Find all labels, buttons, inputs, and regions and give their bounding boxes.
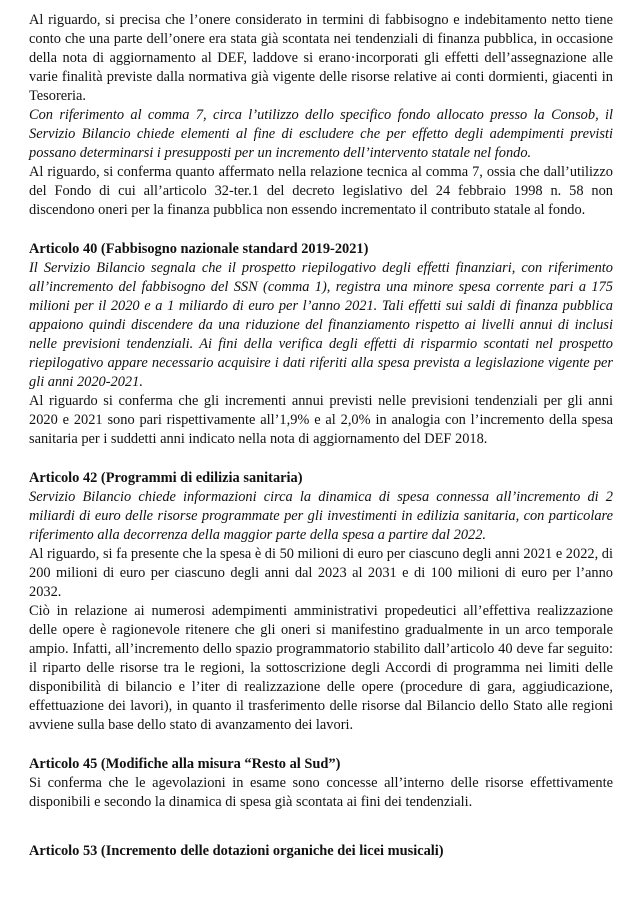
- paragraph-consob-answer: Al riguardo, si conferma quanto affermato nella relazione tecnica al comma 7, ossia che dall’utilizzo del Fondo di cui all’articolo 32-ter.1 del decreto legislativo del 24 febbraio 1998 n. 58 non discendono oneri per la finanza pubblica non essendo incrementato il contributo statale al fondo.: [29, 164, 613, 218]
- paragraph-art42-question: Servizio Bilancio chiede informazioni circa la dinamica di spesa connessa all’incremento di 2 miliardi di euro delle risorse programmate per gli investimenti in edilizia sanitaria, con particolare riferimento alla decorrenza della maggior parte della spesa a partire dal 2022.: [29, 489, 613, 543]
- paragraph-art40-answer: Al riguardo si conferma che gli incrementi annui previsti nelle previsioni tendenziali per gli anni 2020 e 2021 sono pari rispettivamente all’1,9% e al 2,0% in analogia con l’incremento della spesa sanitaria per i suddetti anni indicato nella nota di aggiornamento del DEF 2018.: [29, 393, 613, 447]
- spacer: [29, 449, 613, 469]
- spacer: [29, 735, 613, 755]
- paragraph-art40-question: Il Servizio Bilancio segnala che il prospetto riepilogativo degli effetti finanziari, con riferimento all’incremento del fabbisogno del SSN (comma 1), registra una minore spesa corrente pari a 175 milioni per il 2020 e a 1 miliardo di euro per l’anno 2021. Tali effetti sui saldi di finanza pubblica appaiono quindi discendere da una riduzione del finanziamento rispetto ai livelli annui di inclusi nelle previsioni tendenziali. Ai fini della verifica degli effetti di risparmio scontati nel prospetto riepilogativo appare necessario acquisire i dati riferiti alla spesa prevista a legislazione vigente per gli anni 2020-2021.: [29, 260, 613, 390]
- paragraph-art42-answer: Al riguardo, si fa presente che la spesa è di 50 milioni di euro per ciascuno degli anni 2021 e 2022, di 200 milioni di euro per ciascuno degli anni dal 2023 al 2031 e di 100 milioni di euro per l’anno 2032.: [29, 546, 613, 600]
- heading-articolo-53: Articolo 53 (Incremento delle dotazioni organiche dei licei musicali): [29, 843, 444, 859]
- spacer: [29, 220, 613, 240]
- document-page: [29, 11, 613, 861]
- paragraph-conti-dormienti: Al riguardo, si precisa che l’onere considerato in termini di fabbisogno e indebitamento netto tiene conto che una parte dell’onere era stata già scontata nei tendenziali di finanza pubblica, in occasione della nota di aggiornamento al DEF, laddove si erano·incorporati gli effetti dell’assegnazione alle varie finalità previste dalla normativa già vigente delle risorse relative ai conti dormienti, giacenti in Tesoreria.: [29, 12, 613, 104]
- paragraph-art42-details: Ciò in relazione ai numerosi adempimenti amministrativi propedeutici all’effettiva realizzazione delle opere è ragionevole ritenere che gli oneri si manifestino gradualmente in un arco temporale ampio. Infatti, all’incremento dello spazio programmatorio stabilito dall’articolo 40 deve far seguito: il riparto delle risorse tra le regioni, la sottoscrizione degli Accordi di programma nei limiti delle disponibilità di bilancio e l’iter di realizzazione delle opere (procedure di gara, aggiudicazione, effettuazione dei lavori), in quanto il trasferimento delle risorse dal Bilancio dello Stato alle regioni avviene sulla base dello stato di avanzamento dei lavori.: [29, 603, 613, 733]
- paragraph-consob-question: Con riferimento al comma 7, circa l’utilizzo dello specifico fondo allocato presso la Consob, il Servizio Bilancio chiede elementi al fine di escludere che per effetto degli adempimenti previsti possano determinarsi i presupposti per un incremento dell’intervento statale nel fondo.: [29, 107, 613, 161]
- heading-articolo-42: Articolo 42 (Programmi di edilizia sanitaria): [29, 470, 303, 486]
- heading-articolo-40: Articolo 40 (Fabbisogno nazionale standard 2019-2021): [29, 241, 369, 257]
- paragraph-art45-answer: Si conferma che le agevolazioni in esame sono concesse all’interno delle risorse effettivamente disponibili e secondo la dinamica di spesa già scontata ai fini dei tendenziali.: [29, 775, 613, 810]
- heading-articolo-45: Articolo 45 (Modifiche alla misura “Resto al Sud”): [29, 756, 341, 772]
- spacer: [29, 812, 613, 842]
